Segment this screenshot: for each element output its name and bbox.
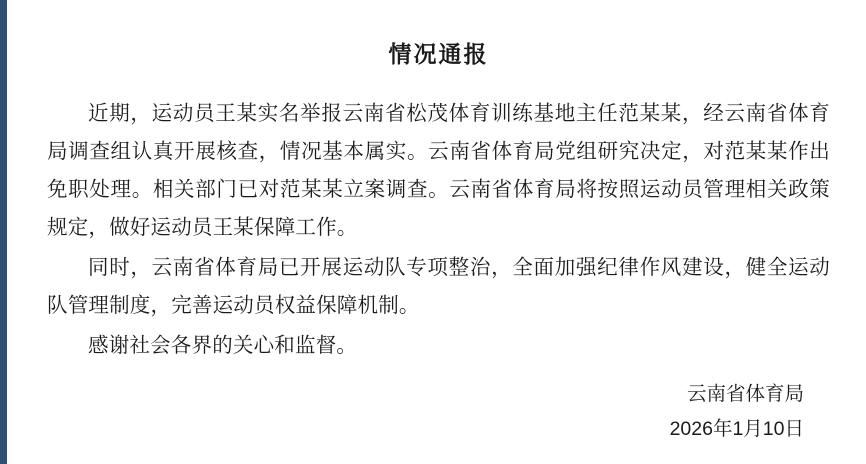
paragraph-1: 近期，运动员王某实名举报云南省松茂体育训练基地主任范某某，经云南省体育局调查组认真开展核查，情况基本属实。云南省体育局党组研究决定，对范某某作出免职处理。相关部门已对范某某立案调查。云南省体育局将按照运动员管理相关政策规定，做好运动员王某保障工作。 xyxy=(47,102,830,239)
signature-date: 2026年1月10日 xyxy=(669,417,804,440)
document-content xyxy=(47,95,830,366)
content-spacer xyxy=(47,366,830,376)
signature-organization: 云南省体育局 xyxy=(686,383,804,406)
document-body xyxy=(7,0,866,464)
paragraph-3: 感谢社会各界的关心和监督。 xyxy=(88,333,358,357)
paragraph-2: 同时，云南省体育局已开展运动队专项整治，全面加强纪律作风建设，健全运动队管理制度，完善运动员权益保障机制。 xyxy=(47,255,830,317)
page-title: 情况通报 xyxy=(388,41,489,67)
